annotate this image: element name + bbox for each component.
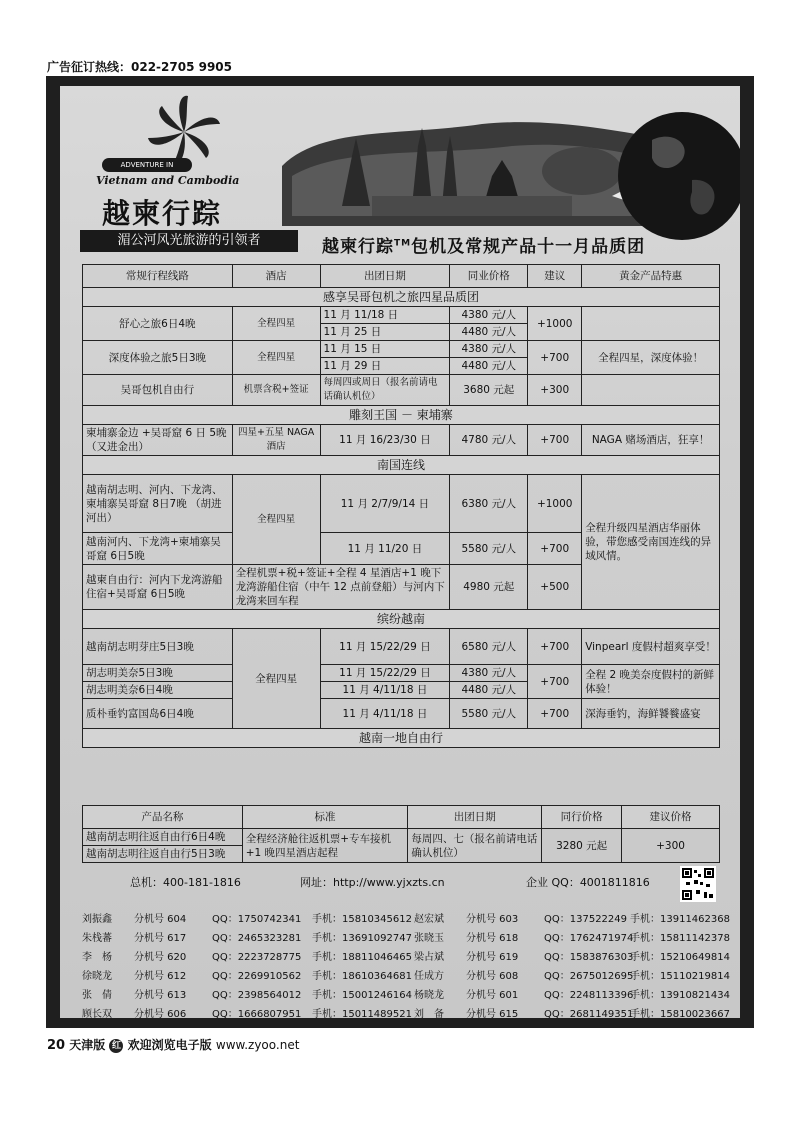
contact-field: 朱栈蕃	[82, 933, 112, 944]
contact-field: QQ：137522249	[544, 914, 628, 925]
phone-number: 总机：400-181-1816	[130, 876, 241, 889]
table-row: 11 月 29 日 4480 元/人	[83, 358, 720, 375]
section-row: 缤纷越南	[83, 610, 720, 629]
contact-field: 分机号 606	[134, 1009, 187, 1018]
table-row: 11 月 25 日 4480 元/人	[83, 324, 720, 341]
contact-field: 分机号 604	[134, 914, 187, 925]
contact-field: 张 倩	[82, 990, 112, 1001]
table-row: 深度体验之旅5日3晚 全程四星 11 月 15 日 4380 元/人 +700 全程四星，深度体验！	[83, 341, 720, 358]
qr-code-icon[interactable]	[680, 866, 716, 902]
contact-field: 分机号 619	[466, 952, 519, 963]
contact-field: QQ：2675012695	[544, 971, 634, 982]
contact-row	[82, 967, 730, 985]
contact-field: 刘振鑫	[82, 914, 112, 925]
table-header-row: 产品名称 标准 出团日期 同行价格 建议价格	[83, 806, 720, 829]
contact-field: 分机号 615	[466, 1009, 519, 1018]
col-route: 常规行程线路	[83, 265, 233, 288]
col-price: 同业价格	[450, 265, 528, 288]
table-row: 柬埔寨金边 +吴哥窟 6 日 5晚（又进金出） 四星+五星 NAGA 酒店 11 月 16/23/30 日 4780 元/人 +700 NAGA 赌场酒店，狂享！	[83, 425, 720, 456]
contact-field: 手机：15210649814	[630, 952, 730, 963]
contact-field: 手机：15110219814	[630, 971, 730, 982]
logo-adventure-badge: ADVENTURE IN	[102, 158, 192, 172]
website-link[interactable]: 网址：http://www.yjxzts.cn	[300, 876, 445, 889]
contact-field: 徐晓龙	[82, 971, 112, 982]
page-number: 20	[47, 1038, 66, 1053]
contact-field: QQ：2223728775	[212, 952, 302, 963]
contact-field: 顾长双	[82, 1009, 112, 1018]
table-row: 胡志明美奈6日4晚 11 月 4/11/18 日 4480 元/人	[83, 682, 720, 699]
slogan-banner: 湄公河风光旅游的引领者	[80, 230, 298, 252]
footer-text: 欢迎浏览电子版	[127, 1038, 212, 1052]
logo-english-name: Vietnam and Cambodia	[96, 174, 240, 187]
contact-field: QQ：2398564012	[212, 990, 302, 1001]
col-feature: 黄金产品特惠	[582, 265, 720, 288]
contact-field: 梁占斌	[414, 952, 444, 963]
contact-field: QQ：1762471974	[544, 933, 634, 944]
contact-field: 张晓玉	[414, 933, 444, 944]
globe-image	[612, 100, 740, 250]
table-row: 越南胡志明往返自由行5日3晚	[83, 846, 720, 863]
section-row: 越南一地自由行	[83, 729, 720, 748]
col-advice: 建议	[528, 265, 582, 288]
headline-brand: 越柬行踪	[322, 237, 394, 257]
section-row: 感享吴哥包机之旅四星品质团	[83, 288, 720, 307]
contact-field: 手机：15810023667	[630, 1009, 730, 1018]
contact-field: 手机：15001246164	[312, 990, 412, 1001]
footer-url[interactable]: www.zyoo.net	[215, 1038, 300, 1052]
free-travel-table	[82, 805, 720, 863]
contact-field: 手机：13691092747	[312, 933, 412, 944]
trademark-mark: TM	[394, 238, 412, 249]
contact-field: 任成方	[414, 971, 444, 982]
contact-field: 手机：18610364681	[312, 971, 412, 982]
ad-frame	[46, 76, 754, 1028]
table-row: 越柬自由行：河内下龙湾游船住宿+吴哥窟 6日5晚 全程机票+税+签证+全程 4 星酒店+1 晚下龙湾游船住宿（中午 12 点前登船）与河内下龙湾来回车程 4980 元起 +500	[83, 565, 720, 610]
badge-icon: 红	[109, 1039, 123, 1053]
contact-field: 李 杨	[82, 952, 112, 963]
table-row: 越南胡志明芽庄5日3晚 全程四星 11 月 15/22/29 日 6580 元/人 +700 Vinpearl 度假村超爽享受！	[83, 629, 720, 665]
contact-field: 手机：15811142378	[630, 933, 730, 944]
contact-row	[82, 1005, 730, 1018]
section-row: 南国连线	[83, 456, 720, 475]
table-row: 胡志明美奈5日3晚 11 月 15/22/29 日 4380 元/人 +700 全程 2 晚美奈度假村的新鲜体验！	[83, 665, 720, 682]
contact-field: 分机号 603	[466, 914, 519, 925]
table-row: 越南胡志明、河内、下龙湾、柬埔寨吴哥窟 8日7晚 （胡进河出） 全程四星 11 月 2/7/9/14 日 6380 元/人 +1000 全程升级四星酒店华丽体验，带您感受南国连线的异域风情。	[83, 475, 720, 533]
page-footer	[47, 1036, 299, 1053]
col-date: 出团日期	[320, 265, 450, 288]
headline	[322, 232, 645, 257]
headline-text: 包机及常规产品十一月品质团	[411, 237, 646, 257]
company-qq: 企业 QQ：4001811816	[526, 876, 650, 889]
contact-field: 分机号 620	[134, 952, 187, 963]
table-row: 越南河内、下龙湾+柬埔寨吴哥窟 6日5晚 11 月 11/20 日 5580 元/人 +700	[83, 533, 720, 565]
contact-field: 手机：15810345612	[312, 914, 412, 925]
contact-field: 分机号 601	[466, 990, 519, 1001]
ad-hotline: 广告征订热线：022-2705 9905	[47, 60, 233, 74]
contact-field: QQ：2269910562	[212, 971, 302, 982]
table-row: 吴哥包机自由行 机票含税+签证 每周四或周日（报名前请电话确认机位） 3680 元起 +300	[83, 375, 720, 406]
product-table	[82, 264, 720, 748]
contact-field: 分机号 617	[134, 933, 187, 944]
contact-field: QQ：1666807951	[212, 1009, 302, 1018]
contact-field: QQ：1583876303	[544, 952, 634, 963]
table-row: 舒心之旅6日4晚 全程四星 11 月 11/18 日 4380 元/人 +1000	[83, 307, 720, 324]
contact-row	[82, 929, 730, 947]
contact-field: QQ：1750742341	[212, 914, 302, 925]
logo-chinese-name: 越柬行踪	[102, 197, 223, 230]
contact-field: 杨晓龙	[414, 990, 444, 1001]
contact-field: QQ：2681149351	[544, 1009, 634, 1018]
ad-panel	[60, 86, 740, 1018]
contact-field: 分机号 608	[466, 971, 519, 982]
col-hotel: 酒店	[232, 265, 320, 288]
contact-row	[82, 986, 730, 1004]
table-row: 越南胡志明往返自由行6日4晚 全程经济舱往返机票+专车接机+1 晚四星酒店起程 每周四、七（报名前请电话确认机位） 3280 元起 +300	[83, 829, 720, 846]
contact-field: 分机号 613	[134, 990, 187, 1001]
contact-row	[82, 910, 730, 928]
edition-label: 天津版	[69, 1038, 106, 1052]
contact-field: 赵宏斌	[414, 914, 444, 925]
contact-field: 手机：18811046465	[312, 952, 412, 963]
contact-field: 手机：13910821434	[630, 990, 730, 1001]
section-row: 雕刻王国 － 柬埔寨	[83, 406, 720, 425]
contact-field: 手机：13911462368	[630, 914, 730, 925]
contact-field: QQ：2465323281	[212, 933, 302, 944]
contact-field: 手机：15011489521	[312, 1009, 412, 1018]
contact-row	[82, 948, 730, 966]
table-header-row	[83, 265, 720, 288]
table-row: 质朴垂钓富国岛6日4晚 11 月 4/11/18 日 5580 元/人 +700 深海垂钓，海鲜饕餮盛宴	[83, 699, 720, 729]
contact-field: 刘 备	[414, 1009, 444, 1018]
contact-field: 分机号 618	[466, 933, 519, 944]
contact-field: 分机号 612	[134, 971, 187, 982]
contact-field: QQ：2248113396	[544, 990, 634, 1001]
